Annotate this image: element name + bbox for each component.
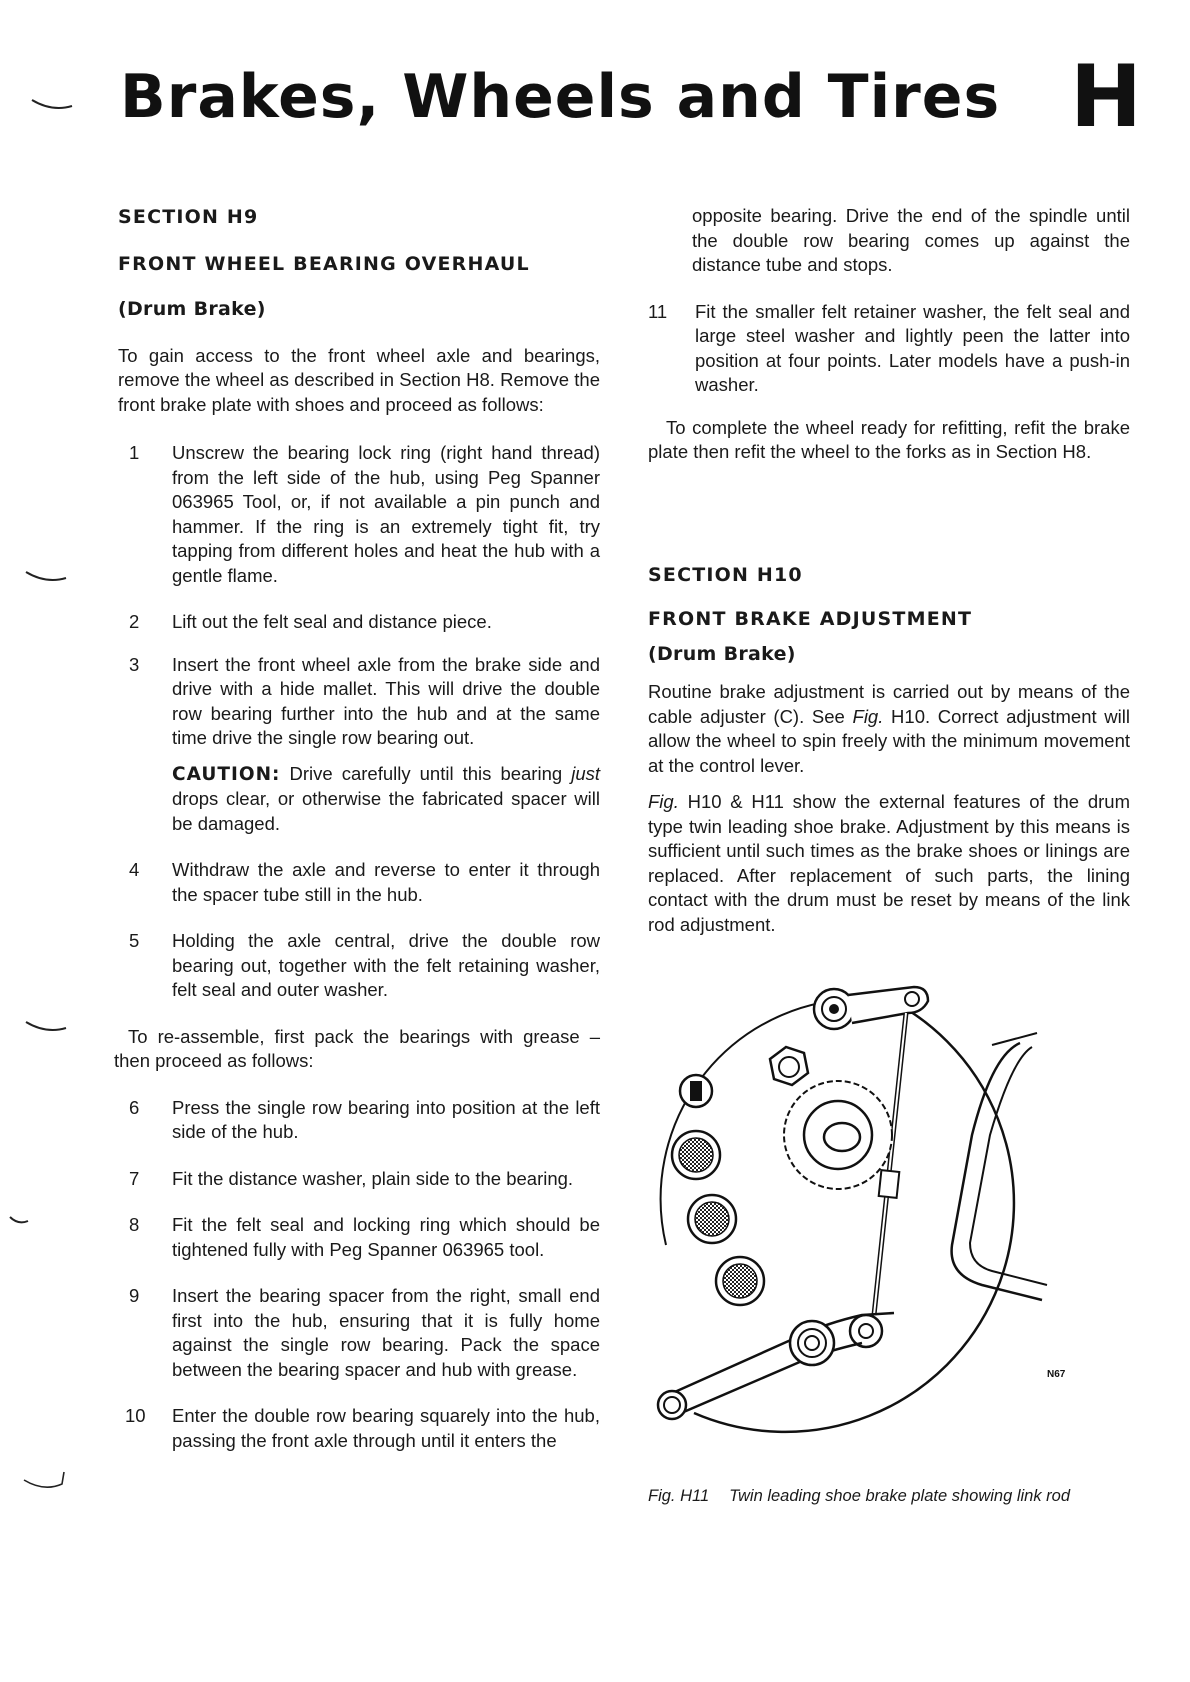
reassemble-paragraph: To re-assemble, first pack the bearings with grease – then proceed as follows: — [114, 1025, 600, 1071]
list-item: 7 Fit the distance washer, plain side to the bearing. — [129, 1167, 574, 1189]
overhaul-steps — [129, 441, 600, 1003]
margin-mark — [24, 1020, 68, 1034]
margin-mark — [22, 1470, 66, 1494]
list-item: 1 Unscrew the bearing lock ring (right hand thread) from the left side of the hub, using Peg Spanner 063965 Tool, or, if not available a pin punch and hammer. If the ring is an extremely tight fit, try tapping from different holes and heat the hub with a gentle flame. — [129, 442, 600, 586]
intro-paragraph: To gain access to the front wheel axle and bearings, remove the wheel as described in Section H8. Remove the front brake plate with shoes and proceed as follows: — [118, 344, 600, 415]
drum-brake-subheading: (Drum Brake) — [648, 642, 796, 665]
front-wheel-bearing-heading: FRONT WHEEL BEARING OVERHAUL — [118, 252, 530, 275]
list-item: 2 Lift out the felt seal and distance piece. — [129, 611, 492, 632]
list-item: 8 Fit the felt seal and locking ring which should be tightened fully with Peg Spanner 063965 tool. — [129, 1214, 600, 1260]
margin-mark — [8, 1215, 30, 1227]
brake-plate-outline — [694, 993, 1014, 1432]
figure-code: N67 — [1047, 1369, 1066, 1380]
section-letter-tab: H — [1070, 47, 1142, 147]
figure-number: Fig. H11 — [648, 1487, 710, 1505]
margin-mark — [24, 570, 68, 584]
margin-mark — [30, 98, 74, 112]
complete-paragraph: To complete the wheel ready for refitting, refit the brake plate then refit the wheel to the forks as in Section H8. — [648, 416, 1130, 462]
drum-brake-subheading: (Drum Brake) — [118, 298, 266, 320]
section-heading-h9: SECTION H9 — [118, 206, 259, 228]
figure-caption-text: Twin leading shoe brake plate showing link rod — [729, 1487, 1071, 1505]
right-column — [648, 205, 1130, 937]
caution-note: CAUTION: Drive carefully until this bearing just drops clear, or otherwise the fabricated spacer will be damaged. — [172, 762, 600, 834]
list-item: 5 Holding the axle central, drive the double row bearing out, together with the felt retaining washer, felt seal and outer washer. — [129, 930, 600, 1000]
list-item: 10 Enter the double row bearing squarely into the hub, passing the front axle through until it enters the — [125, 1405, 600, 1451]
section-heading-h10: SECTION H10 — [648, 563, 803, 586]
list-item: 4 Withdraw the axle and reverse to enter it through the spacer tube still in the hub. — [129, 859, 600, 905]
list-item: 9 Insert the bearing spacer from the right, small end first into the hub, ensuring that it is fully home against the single row bearing. Pack the space between the bearing spacer and hub with grease. — [129, 1285, 600, 1380]
left-column — [114, 205, 600, 1453]
caution-label: CAUTION: — [172, 763, 281, 785]
page-title: Brakes, Wheels and Tires — [120, 62, 1001, 132]
list-item: 3 Insert the front wheel axle from the brake side and drive with a hide mallet. This will drive the double row bearing further into the hub and at the same time drive the single row bearing out. CAUTION: Drive carefully until this bearing just drops clear, or otherwise the fabricated spacer will be damaged. — [129, 653, 600, 837]
figure-caption — [648, 1487, 1070, 1506]
continued-paragraph: opposite bearing. Drive the end of the spindle until the double row bearing comes up against the distance tube and stops. — [692, 205, 1130, 275]
features-paragraph: Fig. H10 & H11 show the external features of the drum type twin leading shoe brake. Adjustment by this means is sufficient until such times as the brake shoes or linings are replaced. After replacement of such parts, the lining contact with the drum must be reset by means of the link rod adjustment. — [648, 791, 1130, 935]
list-item: 6 Press the single row bearing into position at the left side of the hub. — [129, 1096, 600, 1142]
list-item: 11 Fit the smaller felt retainer washer, the felt seal and large steel washer and lightly peen the latter into position at four points. Later models have a push-in washer. — [648, 300, 1130, 395]
front-brake-adjustment-heading: FRONT BRAKE ADJUSTMENT — [648, 608, 973, 630]
adjustment-paragraph: Routine brake adjustment is carried out by means of the cable adjuster (C). See Fig. H10. Correct adjustment will allow the wheel to spin freely with the minimum movement at the control lever. — [648, 681, 1130, 776]
brake-plate-illustration — [652, 985, 1092, 1475]
reassembly-steps — [125, 1096, 600, 1454]
